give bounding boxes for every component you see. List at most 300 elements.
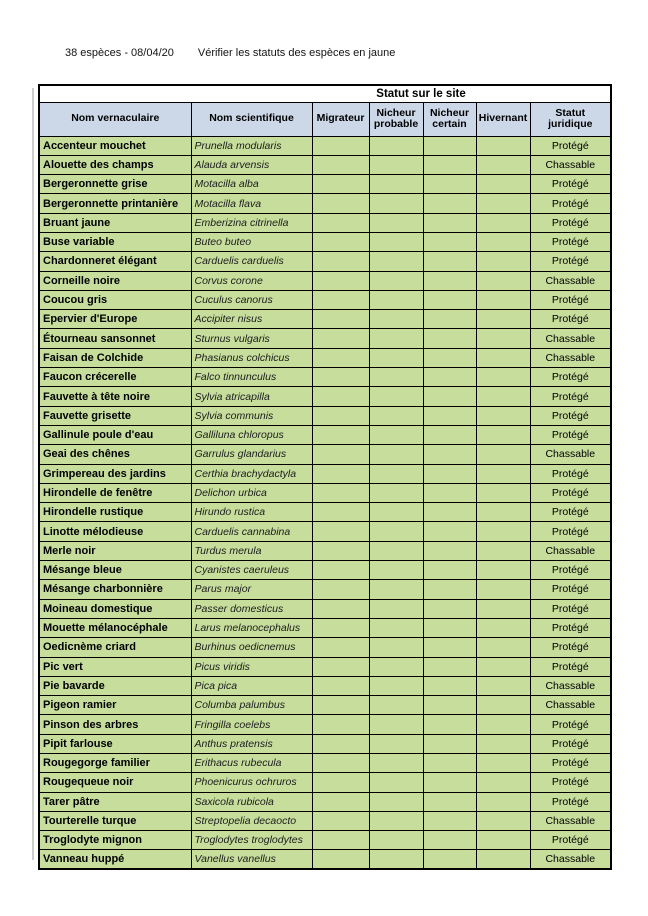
cell-hivernant [476, 368, 530, 387]
cell-hivernant [476, 831, 530, 850]
cell-migrateur [312, 850, 369, 869]
cell-hivernant [476, 561, 530, 580]
species-row [39, 811, 611, 830]
cell-nicheur-probable [369, 580, 423, 599]
cell-hivernant [476, 599, 530, 618]
cell-nicheur-probable [369, 252, 423, 271]
cell-nicheur-certain [423, 406, 476, 425]
cell-nicheur-certain [423, 348, 476, 367]
cell-vernacular-name: Epervier d'Europe [39, 310, 191, 329]
cell-nicheur-certain [423, 541, 476, 560]
species-row [39, 483, 611, 502]
cell-migrateur [312, 175, 369, 194]
cell-hivernant [476, 290, 530, 309]
cell-nicheur-probable [369, 715, 423, 734]
cell-nicheur-probable [369, 329, 423, 348]
species-row [39, 213, 611, 232]
note-instruction: Vérifier les statuts des espèces en jaune [197, 47, 396, 59]
cell-nicheur-probable [369, 368, 423, 387]
cell-migrateur [312, 541, 369, 560]
cell-hivernant [476, 792, 530, 811]
cell-scientific-name: Picus viridis [191, 657, 312, 676]
cell-vernacular-name: Merle noir [39, 541, 191, 560]
cell-statut-juridique: Protégé [530, 831, 611, 850]
cell-scientific-name: Fringilla coelebs [191, 715, 312, 734]
cell-vernacular-name: Vanneau huppé [39, 850, 191, 869]
species-row [39, 329, 611, 348]
cell-nicheur-probable [369, 561, 423, 580]
cell-migrateur [312, 638, 369, 657]
cell-nicheur-certain [423, 696, 476, 715]
cell-nicheur-probable [369, 290, 423, 309]
cell-scientific-name: Falco tinnunculus [191, 368, 312, 387]
species-row [39, 252, 611, 271]
cell-migrateur [312, 483, 369, 502]
cell-hivernant [476, 522, 530, 541]
cell-migrateur [312, 696, 369, 715]
cell-nicheur-probable [369, 599, 423, 618]
cell-scientific-name: Burhinus oedicnemus [191, 638, 312, 657]
cell-migrateur [312, 194, 369, 213]
cell-hivernant [476, 213, 530, 232]
cell-statut-juridique: Protégé [530, 232, 611, 251]
cell-vernacular-name: Tarer pâtre [39, 792, 191, 811]
cell-hivernant [476, 503, 530, 522]
cell-migrateur [312, 715, 369, 734]
cell-scientific-name: Phoenicurus ochruros [191, 773, 312, 792]
cell-migrateur [312, 522, 369, 541]
cell-statut-juridique: Chassable [530, 541, 611, 560]
cell-migrateur [312, 425, 369, 444]
species-row [39, 715, 611, 734]
cell-vernacular-name: Pic vert [39, 657, 191, 676]
cell-statut-juridique: Protégé [530, 754, 611, 773]
cell-nicheur-certain [423, 445, 476, 464]
cell-nicheur-probable [369, 232, 423, 251]
cell-scientific-name: Hirundo rustica [191, 503, 312, 522]
cell-nicheur-probable [369, 348, 423, 367]
species-row [39, 503, 611, 522]
cell-statut-juridique: Protégé [530, 213, 611, 232]
cell-migrateur [312, 464, 369, 483]
cell-nicheur-certain [423, 522, 476, 541]
cell-vernacular-name: Oedicnème criard [39, 638, 191, 657]
cell-nicheur-certain [423, 734, 476, 753]
cell-nicheur-probable [369, 175, 423, 194]
cell-nicheur-probable [369, 503, 423, 522]
cell-vernacular-name: Gallinule poule d'eau [39, 425, 191, 444]
species-row [39, 445, 611, 464]
species-row [39, 831, 611, 850]
cell-hivernant [476, 425, 530, 444]
cell-statut-juridique: Chassable [530, 850, 611, 869]
species-row [39, 406, 611, 425]
cell-scientific-name: Anthus pratensis [191, 734, 312, 753]
cell-migrateur [312, 773, 369, 792]
cell-statut-juridique: Protégé [530, 310, 611, 329]
cell-statut-juridique: Chassable [530, 811, 611, 830]
cell-statut-juridique: Chassable [530, 696, 611, 715]
cell-nicheur-certain [423, 599, 476, 618]
group-header-title: Statut sur le site [312, 85, 530, 102]
species-row [39, 155, 611, 174]
species-row [39, 676, 611, 695]
cell-vernacular-name: Faisan de Colchide [39, 348, 191, 367]
cell-scientific-name: Pica pica [191, 676, 312, 695]
cell-vernacular-name: Étourneau sansonnet [39, 329, 191, 348]
species-row [39, 618, 611, 637]
cell-vernacular-name: Mésange charbonnière [39, 580, 191, 599]
species-row [39, 425, 611, 444]
cell-nicheur-probable [369, 136, 423, 155]
cell-vernacular-name: Geai des chênes [39, 445, 191, 464]
column-header-nicheur-certain: Nicheur certain [423, 102, 476, 136]
cell-nicheur-certain [423, 773, 476, 792]
cell-scientific-name: Delichon urbica [191, 483, 312, 502]
cell-scientific-name: Passer domesticus [191, 599, 312, 618]
cell-migrateur [312, 618, 369, 637]
species-row [39, 580, 611, 599]
cell-vernacular-name: Faucon crécerelle [39, 368, 191, 387]
cell-statut-juridique: Protégé [530, 657, 611, 676]
cell-nicheur-probable [369, 541, 423, 560]
cell-hivernant [476, 483, 530, 502]
species-row [39, 657, 611, 676]
cell-scientific-name: Carduelis cannabina [191, 522, 312, 541]
cell-scientific-name: Vanellus vanellus [191, 850, 312, 869]
species-row [39, 522, 611, 541]
page-note [65, 47, 395, 59]
cell-statut-juridique: Protégé [530, 773, 611, 792]
cell-migrateur [312, 792, 369, 811]
species-row [39, 754, 611, 773]
cell-migrateur [312, 445, 369, 464]
cell-vernacular-name: Alouette des champs [39, 155, 191, 174]
cell-hivernant [476, 773, 530, 792]
species-row [39, 773, 611, 792]
cell-nicheur-certain [423, 290, 476, 309]
cell-nicheur-certain [423, 194, 476, 213]
cell-nicheur-probable [369, 464, 423, 483]
cell-nicheur-certain [423, 831, 476, 850]
cell-nicheur-certain [423, 368, 476, 387]
species-row [39, 136, 611, 155]
cell-statut-juridique: Protégé [530, 503, 611, 522]
species-row [39, 734, 611, 753]
cell-vernacular-name: Linotte mélodieuse [39, 522, 191, 541]
cell-nicheur-certain [423, 483, 476, 502]
cell-vernacular-name: Bruant jaune [39, 213, 191, 232]
cell-nicheur-certain [423, 850, 476, 869]
cell-migrateur [312, 290, 369, 309]
cell-statut-juridique: Protégé [530, 290, 611, 309]
cell-vernacular-name: Mésange bleue [39, 561, 191, 580]
cell-hivernant [476, 329, 530, 348]
cell-hivernant [476, 252, 530, 271]
cell-hivernant [476, 850, 530, 869]
cell-nicheur-probable [369, 734, 423, 753]
cell-statut-juridique: Chassable [530, 676, 611, 695]
cell-nicheur-probable [369, 155, 423, 174]
cell-scientific-name: Erithacus rubecula [191, 754, 312, 773]
cell-hivernant [476, 754, 530, 773]
column-header-statut-juridique: Statut juridique [530, 102, 611, 136]
cell-scientific-name: Phasianus colchicus [191, 348, 312, 367]
cell-statut-juridique: Chassable [530, 348, 611, 367]
cell-hivernant [476, 734, 530, 753]
cell-nicheur-certain [423, 618, 476, 637]
cell-nicheur-certain [423, 503, 476, 522]
column-header-nicheur-probable: Nicheur probable [369, 102, 423, 136]
cell-nicheur-certain [423, 561, 476, 580]
cell-scientific-name: Sylvia atricapilla [191, 387, 312, 406]
cell-statut-juridique: Protégé [530, 792, 611, 811]
cell-nicheur-certain [423, 136, 476, 155]
cell-migrateur [312, 387, 369, 406]
column-header-row [39, 102, 611, 136]
cell-nicheur-probable [369, 811, 423, 830]
column-header-migrateur: Migrateur [312, 102, 369, 136]
cell-statut-juridique: Protégé [530, 387, 611, 406]
species-row [39, 175, 611, 194]
cell-scientific-name: Alauda arvensis [191, 155, 312, 174]
cell-vernacular-name: Buse variable [39, 232, 191, 251]
cell-nicheur-certain [423, 715, 476, 734]
cell-scientific-name: Accipiter nisus [191, 310, 312, 329]
group-header-empty-left [39, 85, 312, 102]
cell-nicheur-probable [369, 850, 423, 869]
species-row [39, 792, 611, 811]
cell-statut-juridique: Protégé [530, 580, 611, 599]
cell-hivernant [476, 387, 530, 406]
cell-nicheur-certain [423, 310, 476, 329]
cell-statut-juridique: Protégé [530, 561, 611, 580]
cell-nicheur-probable [369, 657, 423, 676]
cell-nicheur-certain [423, 387, 476, 406]
cell-nicheur-certain [423, 811, 476, 830]
cell-migrateur [312, 676, 369, 695]
cell-hivernant [476, 657, 530, 676]
cell-vernacular-name: Pie bavarde [39, 676, 191, 695]
column-header-hivernant: Hivernant [476, 102, 530, 136]
cell-nicheur-probable [369, 831, 423, 850]
cell-vernacular-name: Accenteur mouchet [39, 136, 191, 155]
cell-statut-juridique: Protégé [530, 715, 611, 734]
cell-migrateur [312, 232, 369, 251]
cell-vernacular-name: Hirondelle rustique [39, 503, 191, 522]
column-header-nom-vernaculaire: Nom vernaculaire [39, 102, 191, 136]
cell-vernacular-name: Hirondelle de fenêtre [39, 483, 191, 502]
cell-vernacular-name: Pinson des arbres [39, 715, 191, 734]
cell-nicheur-probable [369, 773, 423, 792]
cell-scientific-name: Motacilla alba [191, 175, 312, 194]
cell-hivernant [476, 618, 530, 637]
cell-scientific-name: Turdus merula [191, 541, 312, 560]
cell-migrateur [312, 561, 369, 580]
cell-hivernant [476, 175, 530, 194]
cell-statut-juridique: Protégé [530, 599, 611, 618]
cell-hivernant [476, 232, 530, 251]
cell-nicheur-probable [369, 696, 423, 715]
cell-nicheur-certain [423, 271, 476, 290]
species-count-date: 38 espèces - 08/04/20 [65, 47, 174, 59]
species-row [39, 271, 611, 290]
cell-nicheur-probable [369, 387, 423, 406]
cell-nicheur-probable [369, 194, 423, 213]
cell-nicheur-probable [369, 310, 423, 329]
cell-vernacular-name: Fauvette à tête noire [39, 387, 191, 406]
cell-migrateur [312, 252, 369, 271]
species-row [39, 310, 611, 329]
cell-nicheur-certain [423, 792, 476, 811]
cell-statut-juridique: Protégé [530, 406, 611, 425]
cell-migrateur [312, 348, 369, 367]
cell-nicheur-certain [423, 425, 476, 444]
cell-nicheur-probable [369, 406, 423, 425]
cell-nicheur-probable [369, 445, 423, 464]
cell-vernacular-name: Tourterelle turque [39, 811, 191, 830]
cell-scientific-name: Prunella modularis [191, 136, 312, 155]
cell-nicheur-certain [423, 464, 476, 483]
cell-statut-juridique: Protégé [530, 464, 611, 483]
cell-nicheur-certain [423, 175, 476, 194]
cell-statut-juridique: Protégé [530, 252, 611, 271]
cell-migrateur [312, 329, 369, 348]
species-row [39, 464, 611, 483]
cell-migrateur [312, 368, 369, 387]
cell-migrateur [312, 811, 369, 830]
cell-hivernant [476, 136, 530, 155]
species-row [39, 599, 611, 618]
cell-nicheur-probable [369, 618, 423, 637]
cell-vernacular-name: Bergeronnette grise [39, 175, 191, 194]
cell-migrateur [312, 657, 369, 676]
cell-statut-juridique: Protégé [530, 194, 611, 213]
cell-migrateur [312, 580, 369, 599]
cell-statut-juridique: Protégé [530, 425, 611, 444]
species-status-table [38, 84, 612, 870]
page-edge-shadow [32, 88, 34, 860]
cell-statut-juridique: Protégé [530, 638, 611, 657]
cell-scientific-name: Larus melanocephalus [191, 618, 312, 637]
cell-statut-juridique: Protégé [530, 136, 611, 155]
cell-hivernant [476, 155, 530, 174]
group-header-row [39, 85, 611, 102]
cell-migrateur [312, 310, 369, 329]
cell-nicheur-probable [369, 638, 423, 657]
species-row [39, 850, 611, 869]
cell-scientific-name: Carduelis carduelis [191, 252, 312, 271]
cell-statut-juridique: Chassable [530, 271, 611, 290]
species-row [39, 561, 611, 580]
cell-nicheur-probable [369, 754, 423, 773]
cell-nicheur-certain [423, 754, 476, 773]
cell-hivernant [476, 406, 530, 425]
cell-scientific-name: Emberizina citrinella [191, 213, 312, 232]
cell-nicheur-certain [423, 155, 476, 174]
cell-hivernant [476, 638, 530, 657]
cell-migrateur [312, 734, 369, 753]
cell-nicheur-certain [423, 676, 476, 695]
cell-scientific-name: Sylvia communis [191, 406, 312, 425]
cell-migrateur [312, 599, 369, 618]
cell-nicheur-certain [423, 638, 476, 657]
cell-scientific-name: Cyanistes caeruleus [191, 561, 312, 580]
species-row [39, 368, 611, 387]
cell-hivernant [476, 310, 530, 329]
cell-nicheur-certain [423, 252, 476, 271]
cell-nicheur-certain [423, 232, 476, 251]
cell-hivernant [476, 580, 530, 599]
cell-statut-juridique: Chassable [530, 329, 611, 348]
cell-statut-juridique: Chassable [530, 445, 611, 464]
cell-statut-juridique: Protégé [530, 734, 611, 753]
cell-vernacular-name: Mouette mélanocéphale [39, 618, 191, 637]
group-header-empty-right [530, 85, 611, 102]
cell-nicheur-probable [369, 213, 423, 232]
cell-vernacular-name: Rougequeue noir [39, 773, 191, 792]
cell-vernacular-name: Corneille noire [39, 271, 191, 290]
cell-statut-juridique: Chassable [530, 155, 611, 174]
cell-scientific-name: Cuculus canorus [191, 290, 312, 309]
cell-hivernant [476, 676, 530, 695]
cell-migrateur [312, 155, 369, 174]
cell-vernacular-name: Moineau domestique [39, 599, 191, 618]
cell-hivernant [476, 541, 530, 560]
cell-nicheur-probable [369, 425, 423, 444]
cell-vernacular-name: Rougegorge familier [39, 754, 191, 773]
cell-scientific-name: Motacilla flava [191, 194, 312, 213]
cell-hivernant [476, 194, 530, 213]
cell-nicheur-probable [369, 676, 423, 695]
cell-nicheur-probable [369, 483, 423, 502]
cell-scientific-name: Streptopelia decaocto [191, 811, 312, 830]
cell-vernacular-name: Coucou gris [39, 290, 191, 309]
cell-statut-juridique: Protégé [530, 175, 611, 194]
cell-nicheur-probable [369, 792, 423, 811]
cell-migrateur [312, 503, 369, 522]
cell-hivernant [476, 811, 530, 830]
column-header-nom-scientifique: Nom scientifique [191, 102, 312, 136]
cell-hivernant [476, 696, 530, 715]
species-row [39, 232, 611, 251]
cell-vernacular-name: Fauvette grisette [39, 406, 191, 425]
species-row [39, 541, 611, 560]
cell-vernacular-name: Grimpereau des jardins [39, 464, 191, 483]
cell-vernacular-name: Chardonneret élégant [39, 252, 191, 271]
cell-nicheur-certain [423, 657, 476, 676]
cell-hivernant [476, 715, 530, 734]
cell-scientific-name: Saxicola rubicola [191, 792, 312, 811]
cell-vernacular-name: Pigeon ramier [39, 696, 191, 715]
species-row [39, 348, 611, 367]
cell-migrateur [312, 213, 369, 232]
cell-nicheur-certain [423, 580, 476, 599]
cell-vernacular-name: Bergeronnette printanière [39, 194, 191, 213]
cell-nicheur-certain [423, 213, 476, 232]
cell-scientific-name: Buteo buteo [191, 232, 312, 251]
species-row [39, 638, 611, 657]
cell-scientific-name: Garrulus glandarius [191, 445, 312, 464]
cell-migrateur [312, 271, 369, 290]
cell-hivernant [476, 464, 530, 483]
cell-statut-juridique: Protégé [530, 522, 611, 541]
cell-scientific-name: Troglodytes troglodytes [191, 831, 312, 850]
cell-migrateur [312, 406, 369, 425]
cell-hivernant [476, 271, 530, 290]
cell-migrateur [312, 831, 369, 850]
cell-migrateur [312, 136, 369, 155]
